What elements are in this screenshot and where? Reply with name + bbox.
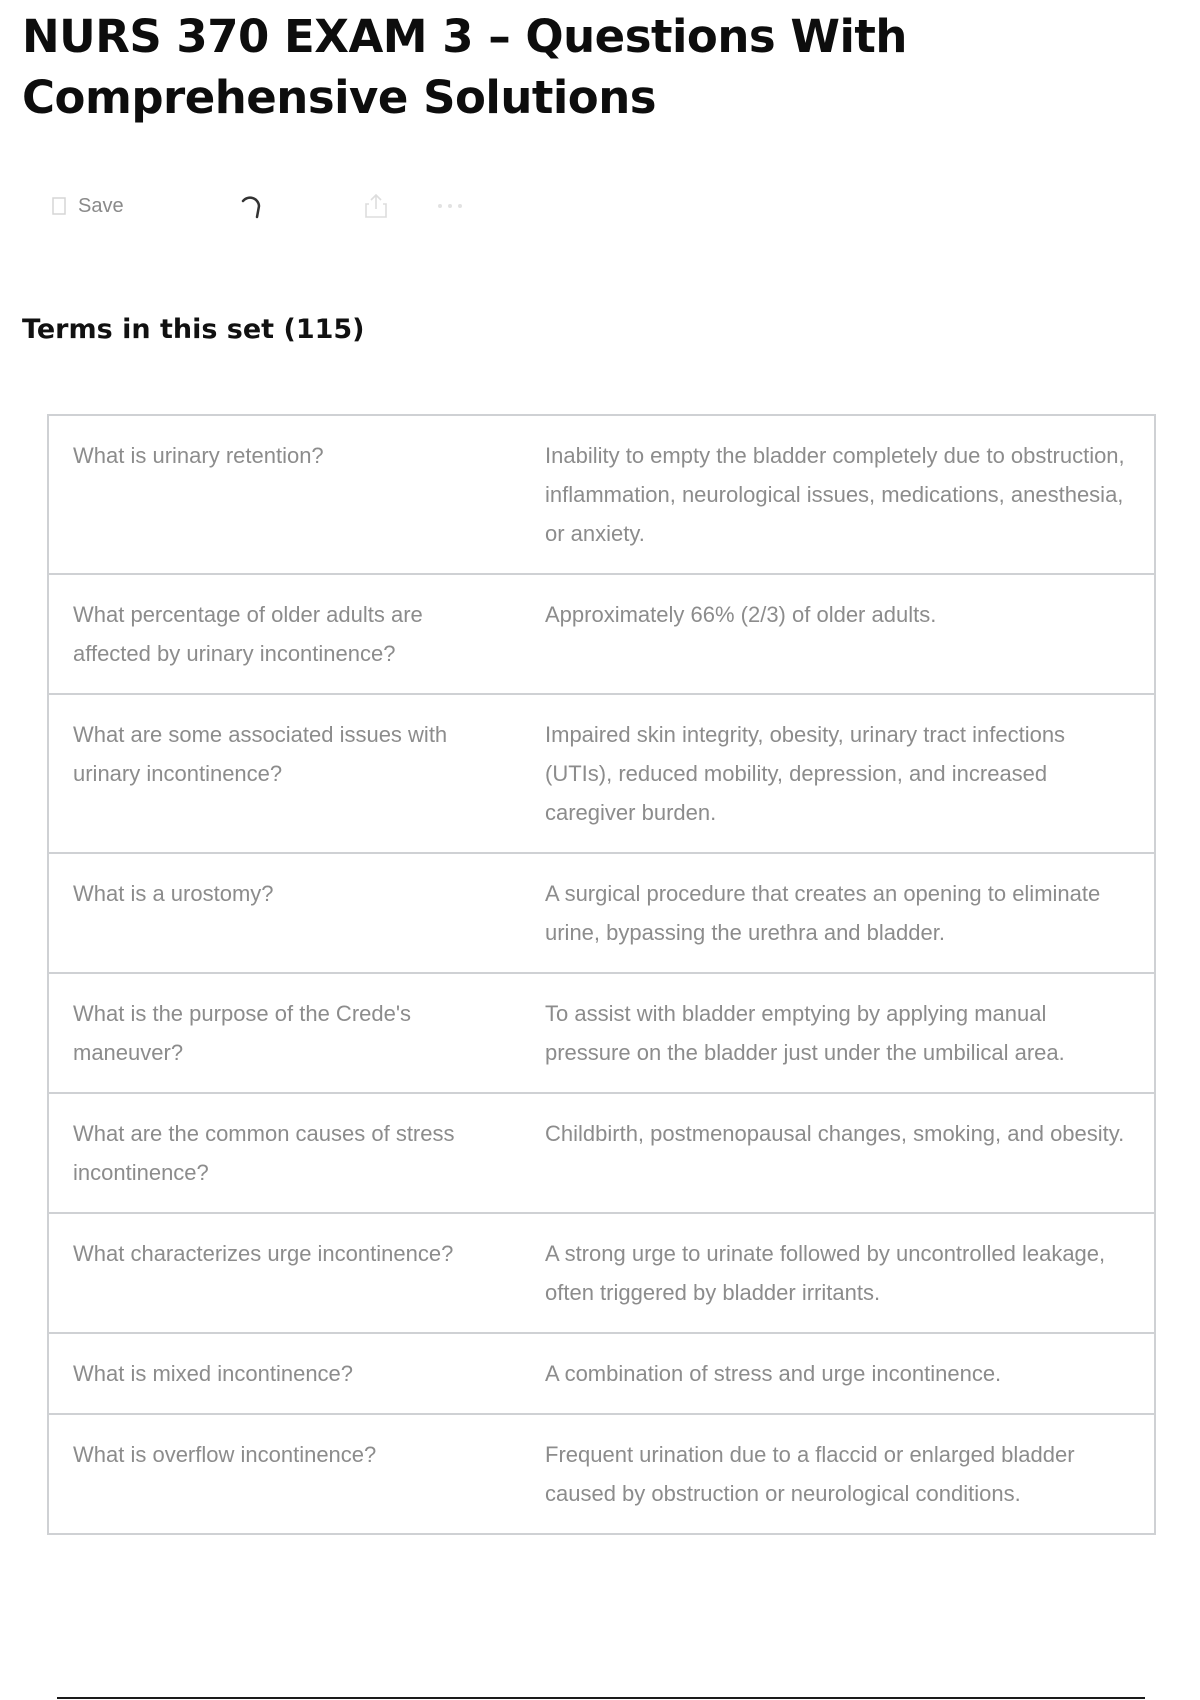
share-icon[interactable] — [364, 186, 388, 226]
table-row[interactable] — [48, 574, 1155, 694]
definition-cell: A strong urge to urinate followed by uncontrolled leakage, often triggered by bladder irritants. — [521, 1213, 1155, 1333]
term-cell: What are the common causes of stress incontinence? — [48, 1093, 521, 1213]
definition-cell: Approximately 66% (2/3) of older adults. — [521, 574, 1155, 694]
save-button[interactable] — [52, 186, 124, 226]
term-cell: What is a urostomy? — [48, 853, 521, 973]
definition-cell: Impaired skin integrity, obesity, urinary tract infections (UTIs), reduced mobility, depression, and increased caregiver burden. — [521, 694, 1155, 853]
table-row[interactable] — [48, 1333, 1155, 1414]
definition-cell: A surgical procedure that creates an opening to eliminate urine, bypassing the urethra and bladder. — [521, 853, 1155, 973]
term-cell: What is mixed incontinence? — [48, 1333, 521, 1414]
definition-cell: Frequent urination due to a flaccid or enlarged bladder caused by obstruction or neurological conditions. — [521, 1414, 1155, 1534]
table-row[interactable] — [48, 853, 1155, 973]
table-row[interactable] — [48, 415, 1155, 574]
definition-cell: To assist with bladder emptying by applying manual pressure on the bladder just under the umbilical area. — [521, 973, 1155, 1093]
save-label: Save — [78, 194, 124, 217]
term-cell: What characterizes urge incontinence? — [48, 1213, 521, 1333]
bookmark-icon — [52, 197, 66, 215]
table-row[interactable] — [48, 1414, 1155, 1534]
definition-cell: Childbirth, postmenopausal changes, smoking, and obesity. — [521, 1093, 1155, 1213]
spinner-icon — [238, 186, 264, 226]
terms-table — [47, 414, 1156, 1535]
term-cell: What are some associated issues with urinary incontinence? — [48, 694, 521, 853]
table-row[interactable] — [48, 1093, 1155, 1213]
term-cell: What is urinary retention? — [48, 415, 521, 574]
toolbar — [52, 186, 512, 226]
table-row[interactable] — [48, 1213, 1155, 1333]
term-cell: What is the purpose of the Crede's maneuver? — [48, 973, 521, 1093]
definition-cell: Inability to empty the bladder completely due to obstruction, inflammation, neurological issues, medications, anesthesia, or anxiety. — [521, 415, 1155, 574]
table-row[interactable] — [48, 973, 1155, 1093]
definition-cell: A combination of stress and urge incontinence. — [521, 1333, 1155, 1414]
more-icon[interactable] — [436, 186, 464, 226]
terms-heading: Terms in this set (115) — [22, 314, 365, 345]
divider — [57, 1697, 1145, 1699]
page-title: NURS 370 EXAM 3 – Questions With Comprehensive Solutions — [22, 10, 907, 124]
term-cell: What percentage of older adults are affected by urinary incontinence? — [48, 574, 521, 694]
term-cell: What is overflow incontinence? — [48, 1414, 521, 1534]
table-row[interactable] — [48, 694, 1155, 853]
